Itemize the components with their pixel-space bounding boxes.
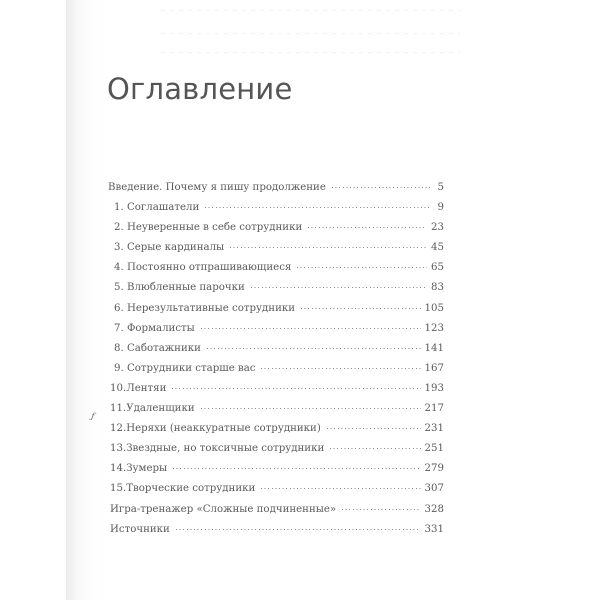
toc-label: 1. Соглашатели — [114, 202, 200, 214]
toc-label: 13.Звездные, но токсичные сотрудники — [110, 443, 325, 455]
toc-entry-chapter-15[interactable] — [108, 479, 444, 499]
toc-label: 15.Творческие сотрудники — [110, 483, 256, 495]
dot-leader — [342, 509, 420, 510]
dot-leader — [176, 529, 421, 530]
toc-entry-chapter-2[interactable] — [108, 218, 444, 238]
toc-label: 9. Сотрудники старше вас — [114, 362, 256, 374]
toc-entry-chapter-14[interactable] — [108, 459, 444, 479]
toc-label: 6. Нерезультативные сотрудники — [114, 302, 296, 314]
toc-label: 12.Неряхи (неаккуратные сотрудники) — [110, 423, 321, 435]
toc-entry-chapter-1[interactable] — [108, 198, 444, 218]
toc-label: 4. Постоянно отпрашивающиеся — [114, 262, 292, 274]
toc-label: 2. Неуверенные в себе сотрудники — [114, 222, 303, 234]
toc-entry-introduction[interactable] — [108, 178, 444, 198]
toc-label: 8. Саботажники — [114, 342, 201, 354]
toc-label: 11.Удаленщики — [110, 403, 195, 415]
toc-entry-chapter-4[interactable] — [108, 258, 444, 278]
toc-entry-chapter-6[interactable] — [108, 299, 444, 319]
toc-entry-chapter-7[interactable] — [108, 319, 444, 339]
dot-leader — [207, 348, 421, 349]
dot-leader — [251, 287, 427, 288]
toc-entry-training-game[interactable] — [108, 500, 444, 520]
toc-entry-chapter-3[interactable] — [108, 238, 444, 258]
toc-label: 7. Формалисты — [114, 322, 195, 334]
toc-page-number: 23 — [431, 222, 444, 234]
toc-label: 14.Зумеры — [110, 463, 168, 475]
toc-page-number: 217 — [424, 403, 444, 415]
toc-page-number: 251 — [424, 443, 444, 455]
dot-leader — [261, 368, 420, 369]
bleed-through-line — [161, 33, 460, 34]
toc-page-number: 279 — [424, 463, 444, 475]
toc-page-number: 307 — [424, 483, 444, 495]
dot-leader — [330, 448, 420, 449]
toc-page-number: 45 — [431, 242, 444, 254]
dot-leader — [308, 227, 427, 228]
dot-leader — [297, 267, 427, 268]
dot-leader — [327, 428, 421, 429]
toc-entry-chapter-12[interactable] — [108, 419, 444, 439]
toc-page-number: 123 — [424, 322, 444, 334]
dot-leader — [201, 408, 421, 409]
toc-page-number: 65 — [431, 262, 444, 274]
toc-label: 5. Влюбленные парочки — [114, 282, 245, 294]
toc-page-number: 105 — [424, 302, 444, 314]
toc-entry-chapter-5[interactable] — [108, 278, 444, 298]
page-title: Оглавление — [107, 72, 293, 106]
toc-page-number: 141 — [424, 342, 444, 354]
dot-leader — [172, 388, 420, 389]
toc-page-number: 328 — [424, 503, 444, 515]
toc-entry-chapter-10[interactable] — [108, 379, 444, 399]
dot-leader — [332, 187, 432, 188]
toc-entry-sources[interactable] — [108, 520, 444, 540]
toc-page-number: 331 — [424, 523, 444, 535]
dot-leader — [201, 328, 421, 329]
toc-label: Игра-тренажер «Сложные подчиненные» — [110, 503, 337, 515]
ink-speck-mark: ƒ — [89, 411, 96, 423]
dot-leader — [230, 247, 427, 248]
toc-page-number: 231 — [424, 423, 444, 435]
bleed-through-line — [161, 10, 460, 11]
toc-entry-chapter-11[interactable] — [108, 399, 444, 419]
toc-entry-chapter-9[interactable] — [108, 359, 444, 379]
toc-label: Введение. Почему я пишу продолжение — [108, 182, 326, 193]
dot-leader — [261, 488, 420, 489]
toc-page-number: 83 — [431, 282, 444, 294]
toc-page-number: 167 — [424, 362, 444, 374]
bleed-through-line — [161, 52, 460, 53]
toc-label: 10.Лентяи — [110, 382, 167, 394]
toc-label: 3. Серые кардиналы — [114, 242, 225, 254]
toc-label: Источники — [110, 523, 170, 535]
toc-page-number: 193 — [424, 382, 444, 394]
toc-page-number: 5 — [437, 182, 444, 193]
toc-entry-chapter-13[interactable] — [108, 439, 444, 459]
dot-leader — [301, 308, 421, 309]
toc-entry-chapter-8[interactable] — [108, 339, 444, 359]
dot-leader — [205, 207, 432, 208]
toc-page-number: 9 — [437, 202, 444, 214]
dot-leader — [173, 468, 420, 469]
table-of-contents — [108, 178, 444, 540]
